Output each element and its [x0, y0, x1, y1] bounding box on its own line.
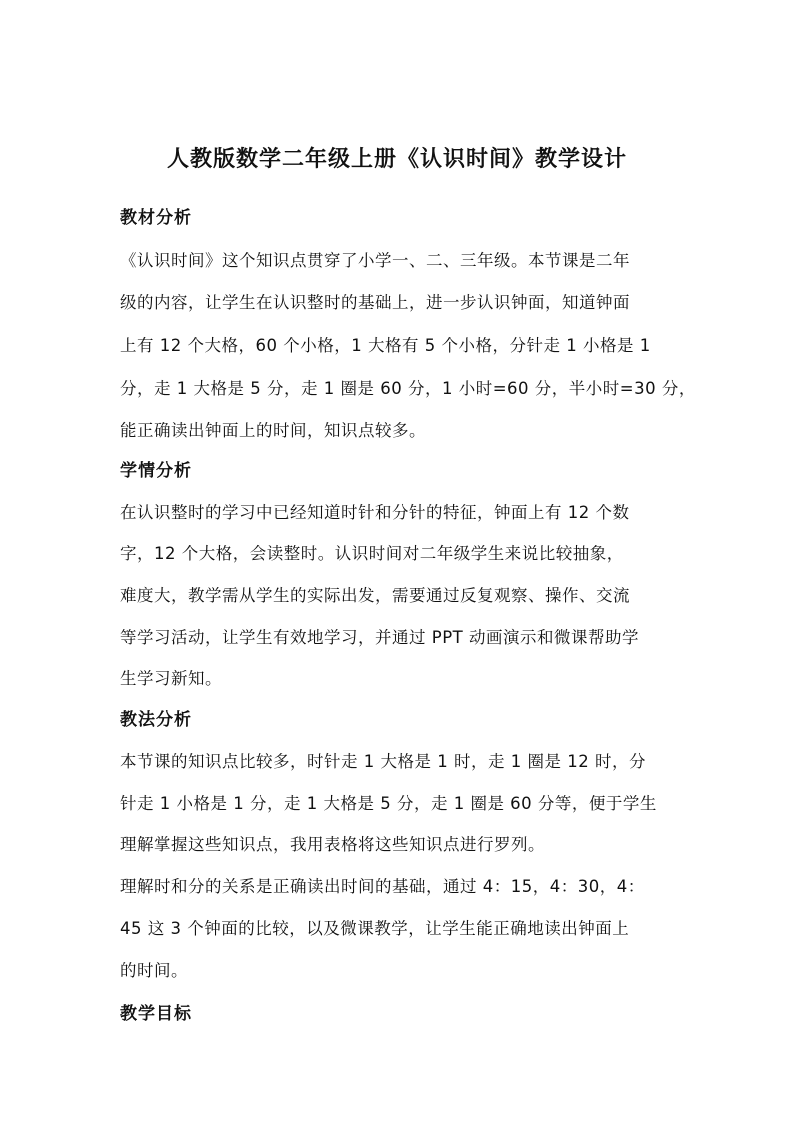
paragraph-line: 字，12 个大格，会读整时。认识时间对二年级学生来说比较抽象， — [120, 544, 624, 563]
paragraph-line: 在认识整时的学习中已经知道时针和分针的特征，钟面上有 12 个数 — [120, 503, 630, 522]
paragraph-line: 45 这 3 个钟面的比较，以及微课教学，让学生能正确地读出钟面上 — [120, 919, 630, 938]
section-heading-learners: 学情分析 — [120, 461, 192, 481]
paragraph-line: 难度大，教学需从学生的实际出发，需要通过反复观察、操作、交流 — [120, 586, 630, 605]
paragraph-line: 等学习活动，让学生有效地学习，并通过 PPT 动画演示和微课帮助学 — [120, 628, 639, 647]
section-heading-materials: 教材分析 — [120, 208, 192, 228]
section-heading-objectives: 教学目标 — [120, 1004, 192, 1024]
paragraph-line: 分，走 1 大格是 5 分，走 1 圈是 60 分，1 小时=60 分，半小时=30 分， — [120, 379, 696, 398]
section-heading-methods: 教法分析 — [120, 710, 192, 730]
document-title: 人教版数学二年级上册《认识时间》教学设计 — [166, 147, 627, 172]
paragraph-line: 针走 1 小格是 1 分，走 1 大格是 5 分，走 1 圈是 60 分等，便于学生 — [120, 794, 657, 813]
paragraph-line: 本节课的知识点比较多，时针走 1 大格是 1 时，走 1 圈是 12 时，分 — [120, 752, 646, 771]
paragraph-line: 级的内容，让学生在认识整时的基础上，进一步认识钟面，知道钟面 — [120, 293, 630, 312]
paragraph-line: 理解时和分的关系是正确读出时间的基础，通过 4：15，4：30，4： — [120, 877, 645, 896]
paragraph-line: 能正确读出钟面上的时间，知识点较多。 — [120, 421, 426, 440]
paragraph-line: 《认识时间》这个知识点贯穿了小学一、二、三年级。本节课是二年 — [120, 251, 630, 270]
paragraph-line: 理解掌握这些知识点，我用表格将这些知识点进行罗列。 — [120, 835, 545, 854]
paragraph-line: 上有 12 个大格，60 个小格，1 大格有 5 个小格，分针走 1 小格是 1 — [120, 336, 651, 355]
paragraph-line: 的时间。 — [120, 961, 188, 980]
paragraph-line: 生学习新知。 — [120, 669, 222, 688]
